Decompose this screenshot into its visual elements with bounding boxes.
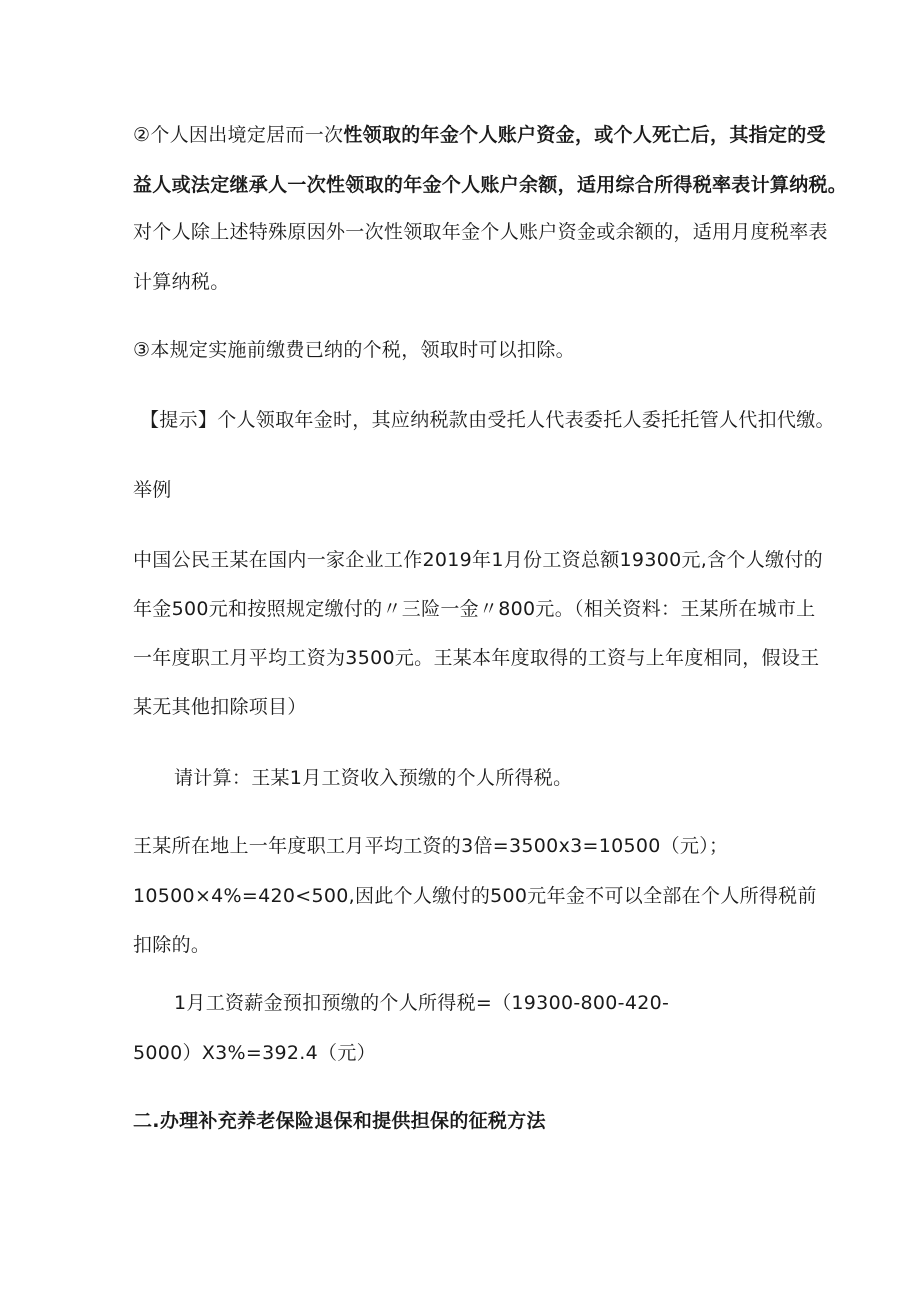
solution-line-3: 扣除的。 <box>133 934 211 956</box>
solution-line-4: 1月工资薪金预扣预缴的个人所得税=（19300-800-420- <box>174 992 670 1014</box>
paragraph-2-line-1-bold: 性领取的年金个人账户资金，或个人死亡后，其指定的受 <box>343 124 826 146</box>
paragraph-2-line-1 <box>133 122 826 148</box>
paragraph-2-line-1-normal: ②个人因出境定居而一次 <box>133 124 344 146</box>
solution-line-5: 5000）X3%=392.4（元） <box>133 1042 376 1064</box>
example-line-3: 一年度职工月平均工资为3500元。王某本年度取得的工资与上年度相同，假设王 <box>133 647 820 669</box>
solution-line-1: 王某所在地上一年度职工月平均工资的3倍=3500x3=10500（元）； <box>133 835 729 857</box>
solution-line-2: 10500×4%=420<500,因此个人缴付的500元年金不可以全部在个人所得税前 <box>133 885 817 907</box>
question-text: 请计算：王某1月工资收入预缴的个人所得税。 <box>174 767 573 789</box>
example-label: 举例 <box>133 479 172 501</box>
example-line-4: 某无其他扣除项目） <box>133 696 307 718</box>
example-line-2: 年金500元和按照规定缴付的〃三险一金〃800元。（相关资料：王某所在城市上 <box>133 598 816 620</box>
example-line-1: 中国公民王某在国内一家企业工作2019年1月份工资总额19300元,含个人缴付的 <box>133 549 823 571</box>
paragraph-2-line-2: 益人或法定继承人一次性领取的年金个人账户余额，适用综合所得税率表计算纳税。 <box>133 174 848 196</box>
tip-text: 【提示】个人领取年金时，其应纳税款由受托人代表委托人委托托管人代扣代缴。 <box>140 409 835 431</box>
section-heading: 二.办理补充养老保险退保和提供担保的征税方法 <box>133 1110 546 1132</box>
paragraph-2-line-4: 计算纳税。 <box>133 271 230 293</box>
paragraph-3: ③本规定实施前缴费已纳的个税，领取时可以扣除。 <box>133 339 575 361</box>
paragraph-2-line-3: 对个人除上述特殊原因外一次性领取年金个人账户资金或余额的，适用月度税率表 <box>133 221 828 243</box>
